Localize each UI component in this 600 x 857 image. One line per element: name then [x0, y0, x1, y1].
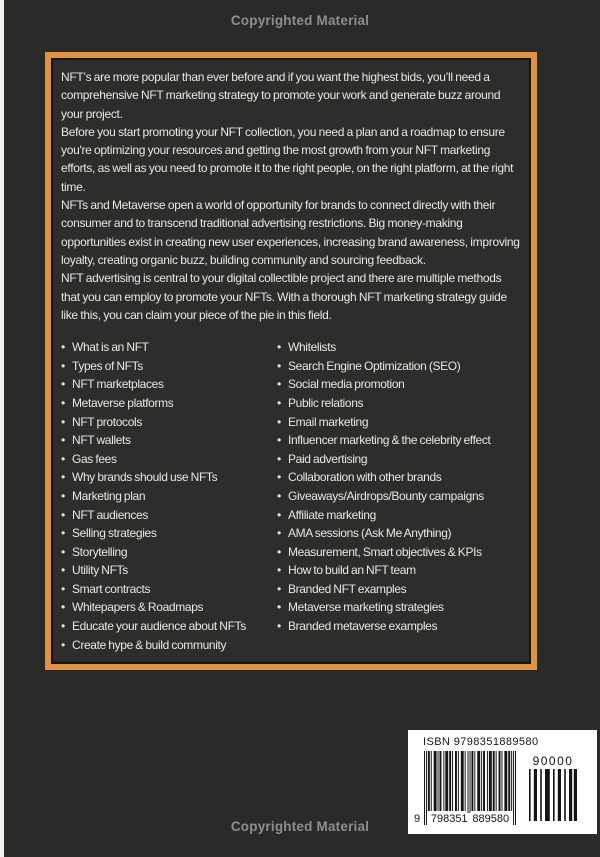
copyright-notice-bottom: Copyrighted Material [230, 819, 370, 834]
supplement-barcode [529, 754, 577, 821]
copyright-notice-top: Copyrighted Material [230, 13, 370, 28]
topic-item: • NFT protocols [61, 413, 277, 432]
isbn-label: ISBN 9798351889580 [423, 736, 539, 748]
topic-item: • Gas fees [61, 450, 277, 469]
topic-item: • Search Engine Optimization (SEO) [277, 357, 521, 376]
topic-item: • Branded metaverse examples [277, 617, 521, 636]
ean-digit-group: 889580 [472, 813, 510, 825]
cover-text-panel [45, 52, 537, 670]
topic-item: • Selling strategies [61, 524, 277, 543]
topic-item: • Giveaways/Airdrops/Bounty campaigns [277, 487, 521, 506]
ean-barcode [414, 751, 516, 825]
supplement-bars-graphic [529, 769, 577, 821]
cover-paragraph: NFT advertising is central to your digital collectible project and there are multiple methods that you can employ to promote your NFTs. With a thorough NFT marketing strategy guide like this, you can claim your piece of the pie in this field. [61, 271, 507, 322]
topic-item: • Paid advertising [277, 450, 521, 469]
ean-lead-digit: 9 [414, 813, 421, 825]
topic-item: • Types of NFTs [61, 357, 277, 376]
topic-item: • Utility NFTs [61, 561, 277, 580]
topic-item: • NFT audiences [61, 506, 277, 525]
topic-item: • Social media promotion [277, 375, 521, 394]
topic-item: • Measurement, Smart objectives & KPIs [277, 543, 521, 562]
topic-item: • Why brands should use NFTs [61, 468, 277, 487]
topic-item: • Branded NFT examples [277, 580, 521, 599]
ean-digit-group: 798351 [430, 813, 468, 825]
topic-item: • Create hype & build community [61, 636, 277, 655]
topic-item: • Whitepapers & Roadmaps [61, 598, 277, 617]
topic-item: • Marketing plan [61, 487, 277, 506]
topic-item: • NFT marketplaces [61, 375, 277, 394]
cover-paragraph: NFT’s are more popular than ever before and if you want the highest bids, you’ll need a comprehensive NFT marketing strategy to promote your work and generate buzz around your project. [61, 70, 501, 121]
topics-left-list [61, 338, 277, 654]
cover-paragraphs [61, 68, 521, 324]
topic-item: • Influencer marketing & the celebrity effect [277, 431, 521, 450]
topic-item: • AMA sessions (Ask Me Anything) [277, 524, 521, 543]
topic-item: • Email marketing [277, 413, 521, 432]
page-edge-strip [0, 0, 4, 857]
topic-item: • How to build an NFT team [277, 561, 521, 580]
topic-item: • Educate your audience about NFTs [61, 617, 277, 636]
barcode-row [414, 751, 591, 825]
cover-paragraph: Before you start promoting your NFT collection, you need a plan and a roadmap to ensure you're optimizing your resources and getting the most growth from your NFT marketing efforts, as well as you need to promote it to the right people, on the right platform, at the right time. [61, 124, 514, 194]
topic-item: • Public relations [277, 394, 521, 413]
topic-item: • Affiliate marketing [277, 506, 521, 525]
topic-item: • Smart contracts [61, 580, 277, 599]
topic-item: • Collaboration with other brands [277, 468, 521, 487]
topic-item: • What is an NFT [61, 338, 277, 357]
cover-paragraph: NFTs and Metaverse open a world of opportunity for brands to connect directly with their consumer and to transcend traditional advertising restrictions. Big money-making opportunities exist in creating new user experiences, increasing brand awareness, improving loyalty, creating organic buzz, building community and sourcing feedback. [61, 198, 520, 267]
topic-item: • NFT wallets [61, 431, 277, 450]
topic-item: • Metaverse marketing strategies [277, 598, 521, 617]
topic-item: • Metaverse platforms [61, 394, 277, 413]
supplement-number: 90000 [532, 754, 574, 768]
topics-right-list [277, 338, 521, 654]
topic-item: • Storytelling [61, 543, 277, 562]
topics-columns [61, 338, 521, 654]
topic-item: • Whitelists [277, 338, 521, 357]
